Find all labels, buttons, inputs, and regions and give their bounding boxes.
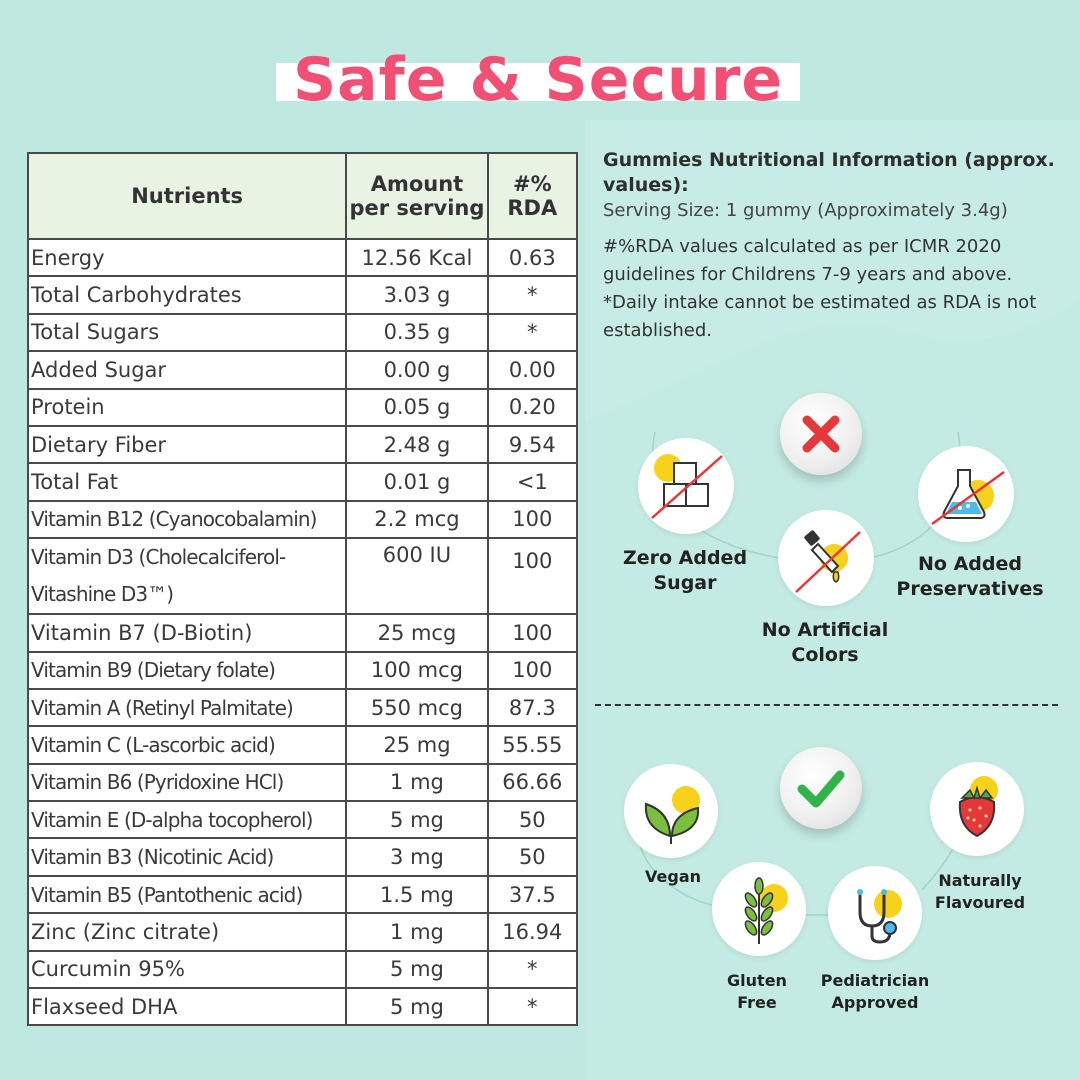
serving-size: Serving Size: 1 gummy (Approximately 3.4g)	[603, 200, 1008, 221]
nutrient-rda: 100	[488, 652, 577, 689]
nutrient-amount: 1 mg	[346, 764, 487, 801]
section-divider	[595, 704, 1058, 706]
nutrient-amount: 25 mg	[346, 726, 487, 763]
nutrient-amount: 5 mg	[346, 801, 487, 838]
table-header-row	[28, 153, 577, 239]
dropper-icon	[778, 510, 874, 606]
nutrient-amount: 1.5 mg	[346, 876, 487, 913]
leaves-icon	[624, 764, 718, 858]
nutrient-rda: *	[488, 951, 577, 988]
table-row	[28, 276, 577, 313]
strawberry-icon	[930, 762, 1024, 856]
nutrient-rda: 0.00	[488, 351, 577, 388]
table-row	[28, 652, 577, 689]
nutrient-amount: 2.48 g	[346, 426, 487, 463]
nutrient-amount: 2.2 mcg	[346, 501, 487, 538]
strawberry-circle	[930, 762, 1024, 856]
nutrient-amount: 0.35 g	[346, 314, 487, 351]
nutrient-rda: 55.55	[488, 726, 577, 763]
nutrient-amount: 0.01 g	[346, 463, 487, 500]
table-row	[28, 876, 577, 913]
nutrient-rda: 100	[488, 501, 577, 538]
table-row	[28, 501, 577, 538]
nutrient-rda: <1	[488, 463, 577, 500]
nutrient-rda: 37.5	[488, 876, 577, 913]
table-row	[28, 764, 577, 801]
label-pediatrician-approved: Pediatrician Approved	[820, 971, 930, 1012]
cross-icon	[780, 393, 862, 475]
nutrient-rda: 100	[488, 614, 577, 651]
rda-note: #%RDA values calculated as per ICMR 2020 guidelines for Childrens 7-9 years and above.	[603, 236, 1013, 285]
dropper-circle	[778, 510, 874, 606]
nutrient-name: Zinc (Zinc citrate)	[28, 913, 346, 950]
table-row	[28, 239, 577, 276]
nutrient-name: Vitamin B7 (D-Biotin)	[28, 614, 346, 651]
stethoscope-icon	[828, 866, 922, 960]
table-row	[28, 351, 577, 388]
nutrient-name: Vitamin B3 (Nicotinic Acid)	[28, 838, 346, 875]
label-vegan: Vegan	[645, 867, 701, 886]
nutrient-rda: 0.63	[488, 239, 577, 276]
table-row	[28, 463, 577, 500]
nutrient-rda: 16.94	[488, 913, 577, 950]
nutrient-name: Vitamin C (L-ascorbic acid)	[28, 726, 346, 763]
table-row	[28, 389, 577, 426]
pediatrician-circle	[828, 866, 922, 960]
nutrient-rda: 50	[488, 838, 577, 875]
vegan-circle	[624, 764, 718, 858]
nutrient-name: Protein	[28, 389, 346, 426]
nutrient-amount: 600 IU	[346, 538, 487, 614]
nutrient-name: Vitamin B9 (Dietary folate)	[28, 652, 346, 689]
check-badge	[780, 747, 862, 829]
nutrient-name: Vitamin D3 (Cholecalciferol-Vitashine D3™)	[28, 538, 346, 614]
table-row	[28, 988, 577, 1025]
table-row	[28, 951, 577, 988]
info-title: Gummies Nutritional Information (approx. values):	[603, 149, 1055, 196]
nutrient-name: Vitamin A (Retinyl Palmitate)	[28, 689, 346, 726]
nutrient-name: Added Sugar	[28, 351, 346, 388]
header-amount: Amount per serving	[346, 153, 487, 239]
sugar-cubes-icon	[638, 438, 734, 534]
nutrient-amount: 0.05 g	[346, 389, 487, 426]
nutrient-name: Flaxseed DHA	[28, 988, 346, 1025]
header-nutrients: Nutrients	[28, 153, 346, 239]
nutrient-name: Vitamin B6 (Pyridoxine HCl)	[28, 764, 346, 801]
header-rda: #% RDA	[488, 153, 577, 239]
table-row	[28, 538, 577, 614]
nutrient-amount: 25 mcg	[346, 614, 487, 651]
table-row	[28, 314, 577, 351]
nutrient-amount: 5 mg	[346, 951, 487, 988]
cross-badge	[780, 393, 862, 475]
nutrient-rda: *	[488, 988, 577, 1025]
nutrient-name: Curcumin 95%	[28, 951, 346, 988]
nutrient-rda: 66.66	[488, 764, 577, 801]
sugar-circle	[638, 438, 734, 534]
nutrient-rda: 87.3	[488, 689, 577, 726]
table-row	[28, 689, 577, 726]
nutrition-table	[27, 152, 578, 1026]
nutrient-amount: 5 mg	[346, 988, 487, 1025]
wheat-icon	[712, 862, 806, 956]
label-naturally-flavoured: Naturally Flavoured	[934, 871, 1026, 912]
nutrient-name: Vitamin E (D-alpha tocopherol)	[28, 801, 346, 838]
table-row	[28, 426, 577, 463]
check-icon	[780, 747, 862, 829]
nutrient-name: Total Carbohydrates	[28, 276, 346, 313]
label-no-added-preservatives: No Added Preservatives	[896, 553, 1044, 600]
nutrition-info	[603, 148, 1073, 345]
nutrient-name: Vitamin B12 (Cyanocobalamin)	[28, 501, 346, 538]
table-row	[28, 801, 577, 838]
label-gluten-free: Gluten Free	[727, 971, 787, 1012]
nutrient-amount: 12.56 Kcal	[346, 239, 487, 276]
flask-circle	[918, 446, 1014, 542]
nutrient-amount: 1 mg	[346, 913, 487, 950]
nutrient-rda: 100	[488, 538, 577, 614]
nutrient-amount: 3 mg	[346, 838, 487, 875]
nutrient-name: Dietary Fiber	[28, 426, 346, 463]
nutrient-rda: 0.20	[488, 389, 577, 426]
label-zero-added-sugar: Zero Added Sugar	[622, 547, 748, 594]
table-row	[28, 726, 577, 763]
flask-icon	[918, 446, 1014, 542]
nutrient-amount: 550 mcg	[346, 689, 487, 726]
nutrient-amount: 100 mcg	[346, 652, 487, 689]
page-title: Safe & Secure	[292, 45, 784, 115]
nutrient-rda: 50	[488, 801, 577, 838]
nutrient-rda: *	[488, 276, 577, 313]
table-row	[28, 614, 577, 651]
nutrient-name: Vitamin B5 (Pantothenic acid)	[28, 876, 346, 913]
nutrient-rda: 9.54	[488, 426, 577, 463]
star-note: *Daily intake cannot be estimated as RDA is not established.	[603, 292, 1037, 341]
table-row	[28, 913, 577, 950]
gluten-circle	[712, 862, 806, 956]
nutrient-name: Energy	[28, 239, 346, 276]
nutrient-amount: 3.03 g	[346, 276, 487, 313]
nutrient-name: Total Fat	[28, 463, 346, 500]
label-no-artificial-colors: No Artificial Colors	[761, 619, 889, 666]
nutrient-rda: *	[488, 314, 577, 351]
table-row	[28, 838, 577, 875]
nutrient-name: Total Sugars	[28, 314, 346, 351]
nutrient-amount: 0.00 g	[346, 351, 487, 388]
